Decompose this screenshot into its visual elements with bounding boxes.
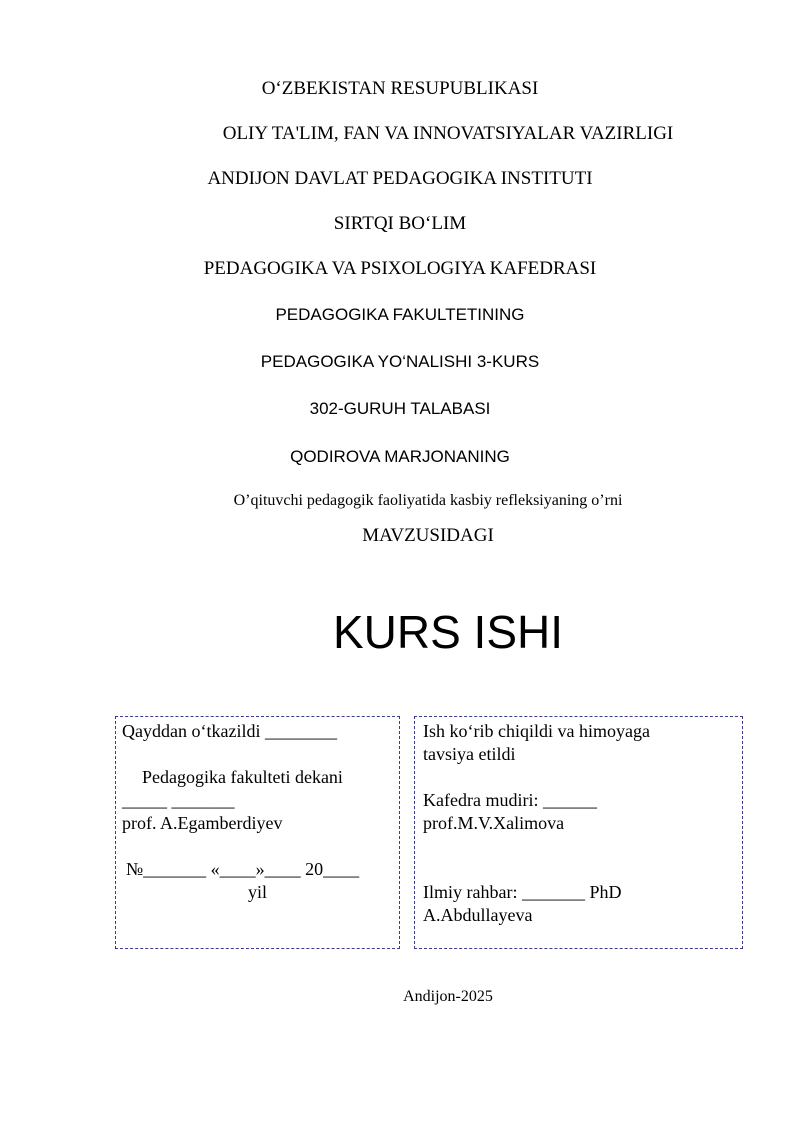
student-name: QODIROVA MARJONANING: [290, 447, 510, 466]
chair-heading: PEDAGOGIKA VA PSIXOLOGIYA KAFEDRASI: [203, 258, 597, 279]
dean-signature-blank: _____ _______: [122, 790, 235, 810]
faculty-line: PEDAGOGIKA FAKULTETINING: [275, 305, 525, 324]
registered-label: Qayddan o‘tkazildi ________: [122, 721, 337, 741]
ministry-heading: OLIY TA'LIM, FAN VA INNOVATSIYALAR VAZIRLIGI: [222, 123, 674, 144]
registration-number-line: №_______ «____»____ 20____: [126, 859, 360, 879]
topic-suffix: MAVZUSIDAGI: [362, 525, 494, 546]
year-word: yil: [247, 882, 267, 902]
group-line: 302-GURUH TALABASI: [309, 399, 491, 418]
registration-box: [115, 716, 400, 949]
department-heading: SIRTQI BO‘LIM: [333, 213, 467, 234]
country-heading: O‘ZBEKISTAN RESUPUBLIKASI: [261, 78, 539, 99]
document-type: KURS ISHI: [332, 606, 564, 658]
dean-name: prof. A.Egamberdiyev: [122, 813, 283, 833]
topic-title: O’qituvchi pedagogik faoliyatida kasbiy refleksiyaning o’rni: [233, 492, 623, 509]
advisor-line-2: A.Abdullayeva: [423, 905, 533, 925]
review-line-2: tavsiya etildi: [423, 744, 516, 764]
institute-heading: ANDIJON DAVLAT PEDAGOGIKA INSTITUTI: [207, 168, 593, 189]
dean-title: Pedagogika fakulteti dekani: [142, 767, 343, 787]
head-of-chair-label: Kafedra mudiri: ______: [423, 790, 597, 810]
approval-box: [414, 716, 743, 949]
head-of-chair-name: prof.M.V.Xalimova: [423, 813, 565, 833]
advisor-line-1: Ilmiy rahbar: _______ PhD: [423, 882, 622, 902]
review-line-1: Ish ko‘rib chiqildi va himoyaga: [423, 721, 650, 741]
direction-line: PEDAGOGIKA YO‘NALISHI 3-KURS: [260, 352, 540, 371]
place-and-year: Andijon-2025: [403, 988, 493, 1005]
